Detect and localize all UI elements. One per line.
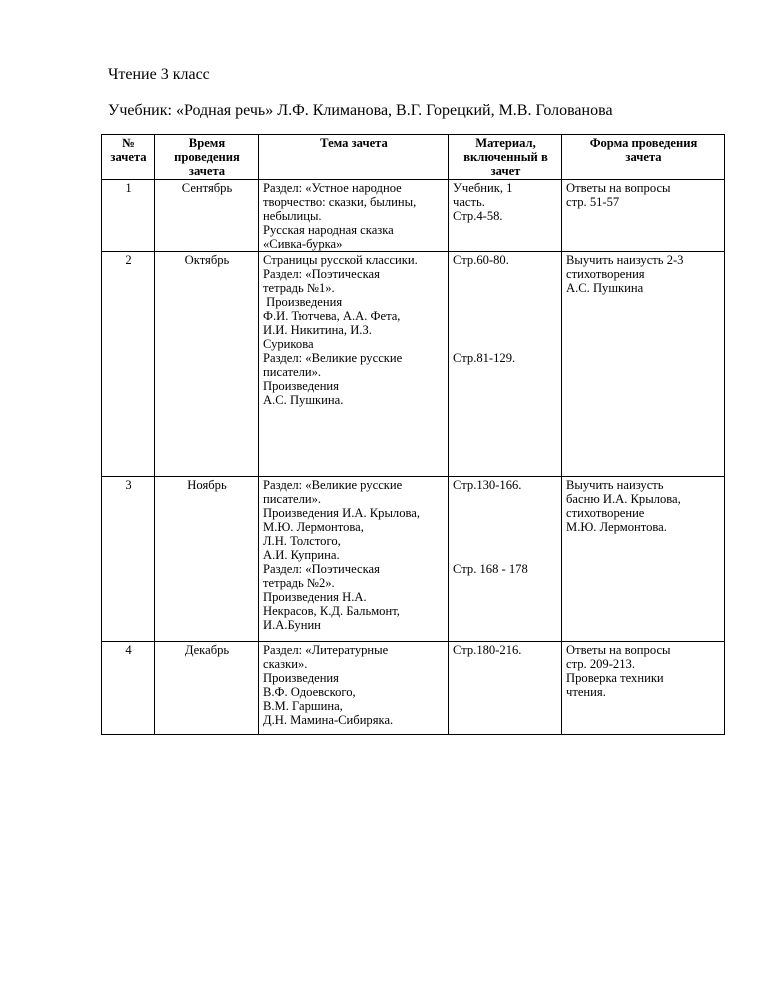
- text-line: писатели».: [263, 492, 322, 506]
- text-line: чтения.: [566, 685, 606, 699]
- text-line: Ответы на вопросы: [566, 643, 671, 657]
- text-line: Раздел: «Литературные: [263, 643, 389, 657]
- text-line: Раздел: «Великие русские: [263, 351, 403, 365]
- text-line: Раздел: «Поэтическая: [263, 267, 380, 281]
- text-line: часть.: [453, 195, 485, 209]
- text-line: В.Ф. Одоевского,: [263, 685, 356, 699]
- text-line: Раздел: «Поэтическая: [263, 562, 380, 576]
- text-line: И.И. Никитина, И.З.: [263, 323, 372, 337]
- text-line: Время: [188, 136, 226, 150]
- text-line: В.М. Гаршина,: [263, 699, 343, 713]
- text-line: писатели».: [263, 365, 322, 379]
- text-line: сказки».: [263, 657, 308, 671]
- text-line: Стр.4-58.: [453, 209, 503, 223]
- cell-material: [449, 642, 562, 735]
- text-line: Произведения И.А. Крылова,: [263, 506, 421, 520]
- table-row: [102, 642, 725, 735]
- text-line: Стр. 168 - 178: [453, 562, 528, 576]
- text-line: стр. 51-57: [566, 195, 620, 209]
- cell-material: [449, 180, 562, 252]
- text-line: И.А.Бунин: [263, 618, 321, 632]
- text-line: Произведения: [263, 379, 339, 393]
- text-line: Русская народная сказка: [263, 223, 394, 237]
- text-line: А.И. Куприна.: [263, 548, 340, 562]
- text-line: Материал,: [475, 136, 536, 150]
- text-line: басню И.А. Крылова,: [566, 492, 681, 506]
- text-line: небылицы.: [263, 209, 322, 223]
- text-line: М.Ю. Лермонтова.: [566, 520, 667, 534]
- text-line: зачет: [490, 164, 521, 178]
- text-line: Стр.180-216.: [453, 643, 522, 657]
- cell-number: 1: [102, 180, 155, 252]
- text-line: Тема зачета: [320, 136, 388, 150]
- text-line: Выучить наизусть: [566, 478, 664, 492]
- text-line: зачета: [110, 150, 147, 164]
- header-topic: [259, 135, 449, 180]
- text-line: Страницы русской классики.: [263, 253, 418, 267]
- text-line: Раздел: «Великие русские: [263, 478, 403, 492]
- cell-month: Октябрь: [155, 252, 259, 477]
- table-row: [102, 180, 725, 252]
- cell-form: [562, 477, 725, 642]
- text-line: «Сивка-бурка»: [263, 237, 343, 251]
- text-line: А.С. Пушкина.: [263, 393, 344, 407]
- text-line: Раздел: «Устное народное: [263, 181, 402, 195]
- cell-number: 3: [102, 477, 155, 642]
- cell-form: [562, 252, 725, 477]
- header-form: [562, 135, 725, 180]
- text-line: Некрасов, К.Д. Бальмонт,: [263, 604, 400, 618]
- text-line: стихотворения: [566, 267, 645, 281]
- text-line: творчество: сказки, былины,: [263, 195, 417, 209]
- text-line: зачета: [188, 164, 226, 178]
- text-line: Стр.81-129.: [453, 351, 516, 365]
- text-line: стр. 209-213.: [566, 657, 635, 671]
- table-row: [102, 477, 725, 642]
- text-line: Проверка техники: [566, 671, 664, 685]
- text-line: Стр.130-166.: [453, 478, 522, 492]
- cell-material: [449, 252, 562, 477]
- cell-topic: [259, 477, 449, 642]
- header-time: [155, 135, 259, 180]
- text-line: тетрадь №1».: [263, 281, 335, 295]
- text-line: Ф.И. Тютчева, А.А. Фета,: [263, 309, 401, 323]
- text-line: Произведения: [263, 295, 343, 309]
- text-line: Л.Н. Толстого,: [263, 534, 341, 548]
- text-line: Форма проведения: [589, 136, 698, 150]
- cell-material: [449, 477, 562, 642]
- text-line: Произведения Н.А.: [263, 590, 367, 604]
- text-line: №: [122, 136, 135, 150]
- text-line: Ответы на вопросы: [566, 181, 671, 195]
- text-line: А.С. Пушкина: [566, 281, 644, 295]
- cell-number: 4: [102, 642, 155, 735]
- schedule-table: [101, 134, 725, 735]
- textbook-line: Учебник: «Родная речь» Л.Ф. Климанова, В.Г. Горецкий, М.В. Голованова: [108, 102, 613, 119]
- table-row: [102, 252, 725, 477]
- text-line: стихотворение: [566, 506, 645, 520]
- text-line: тетрадь №2».: [263, 576, 335, 590]
- cell-form: [562, 180, 725, 252]
- text-line: Стр.60-80.: [453, 253, 509, 267]
- text-line: зачета: [625, 150, 662, 164]
- cell-topic: [259, 180, 449, 252]
- text-line: Д.Н. Мамина-Сибиряка.: [263, 713, 394, 727]
- cell-number: 2: [102, 252, 155, 477]
- header-material: [449, 135, 562, 180]
- cell-topic: [259, 642, 449, 735]
- cell-month: Декабрь: [155, 642, 259, 735]
- page-title: Чтение 3 класс: [108, 66, 210, 83]
- text-line: М.Ю. Лермонтова,: [263, 520, 364, 534]
- cell-month: Сентябрь: [155, 180, 259, 252]
- text-line: Сурикова: [263, 337, 314, 351]
- text-line: включенный в: [463, 150, 548, 164]
- text-line: Выучить наизусть 2-3: [566, 253, 684, 267]
- table-header-row: [102, 135, 725, 180]
- text-line: Произведения: [263, 671, 339, 685]
- cell-month: Ноябрь: [155, 477, 259, 642]
- header-number: [102, 135, 155, 180]
- text-line: проведения: [174, 150, 240, 164]
- text-line: Учебник, 1: [453, 181, 513, 195]
- cell-form: [562, 642, 725, 735]
- cell-topic: [259, 252, 449, 477]
